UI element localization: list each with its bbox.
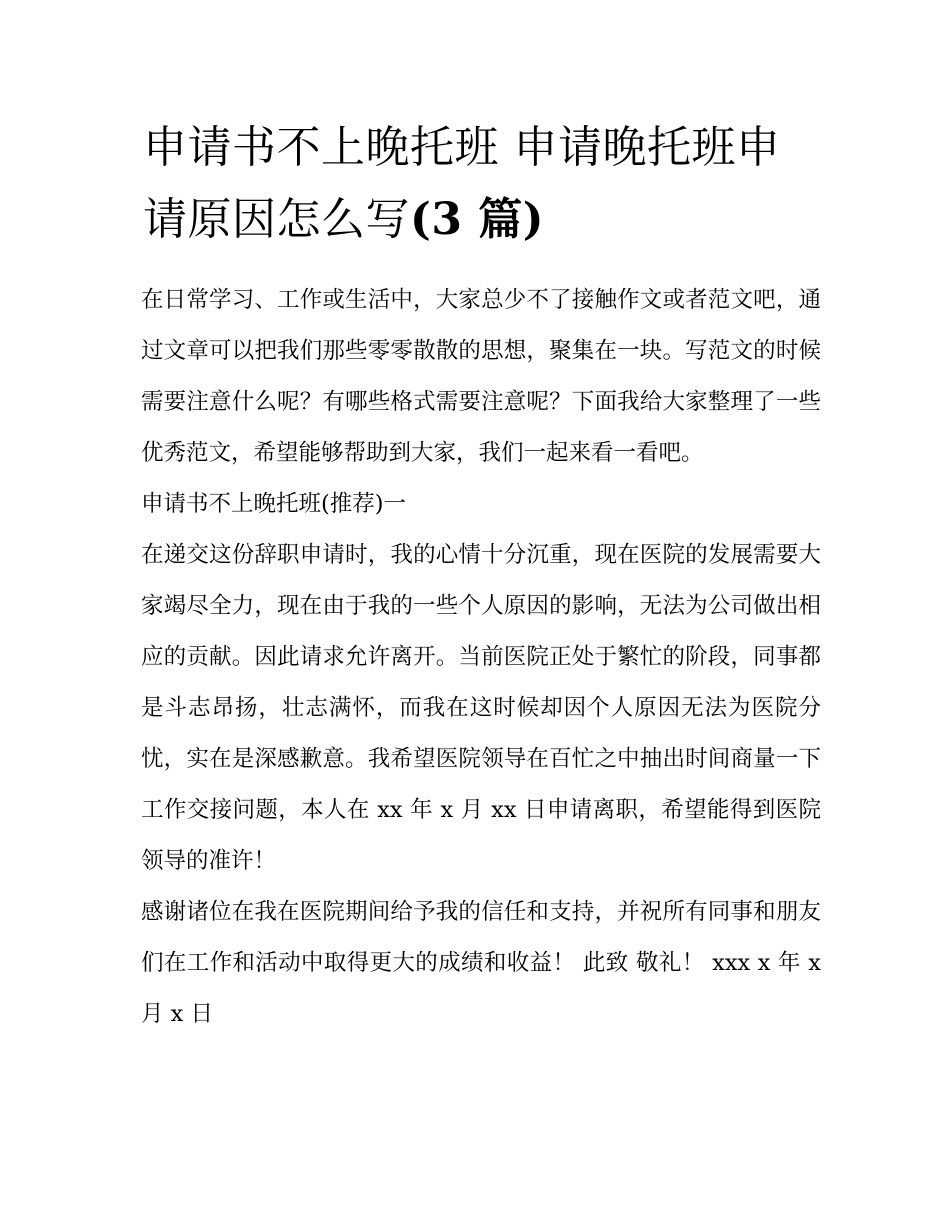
section-heading: 申请书不上晚托班(推荐)一 [141,491,407,517]
document-body [141,275,821,1040]
closing-paragraph: 感谢诸位在我在医院期间给予我的信任和支持，并祝所有同事和朋友们在工作和活动中取得更大的成绩和收益！ 此致 敬礼！ xxx x 年 x 月 x 日 [141,899,821,1027]
body-paragraph: 在递交这份辞职申请时，我的心情十分沉重，现在医院的发展需要大家竭尽全力，现在由于我的一些个人原因的影响，无法为公司做出相应的贡献。因此请求允许离开。当前医院正处于繁忙的阶段，同事都是斗志昂扬，壮志满怀，而我在这时候却因个人原因无法为医院分忧，实在是深感歉意。我希望医院领导在百忙之中抽出时间商量一下工作交接问题，本人在 xx 年 x 月 xx 日申请离职，希望能得到医院领导的准许！ [141,542,821,874]
intro-paragraph: 在日常学习、工作或生活中，大家总少不了接触作文或者范文吧，通过文章可以把我们那些零零散散的思想，聚集在一块。写范文的时候需要注意什么呢？有哪些格式需要注意呢？下面我给大家整理了一些优秀范文，希望能够帮助到大家，我们一起来看一看吧。 [141,287,821,466]
document-title: 申请书不上晚托班 申请晚托班申请原因怎么写(3 篇) [143,122,781,245]
